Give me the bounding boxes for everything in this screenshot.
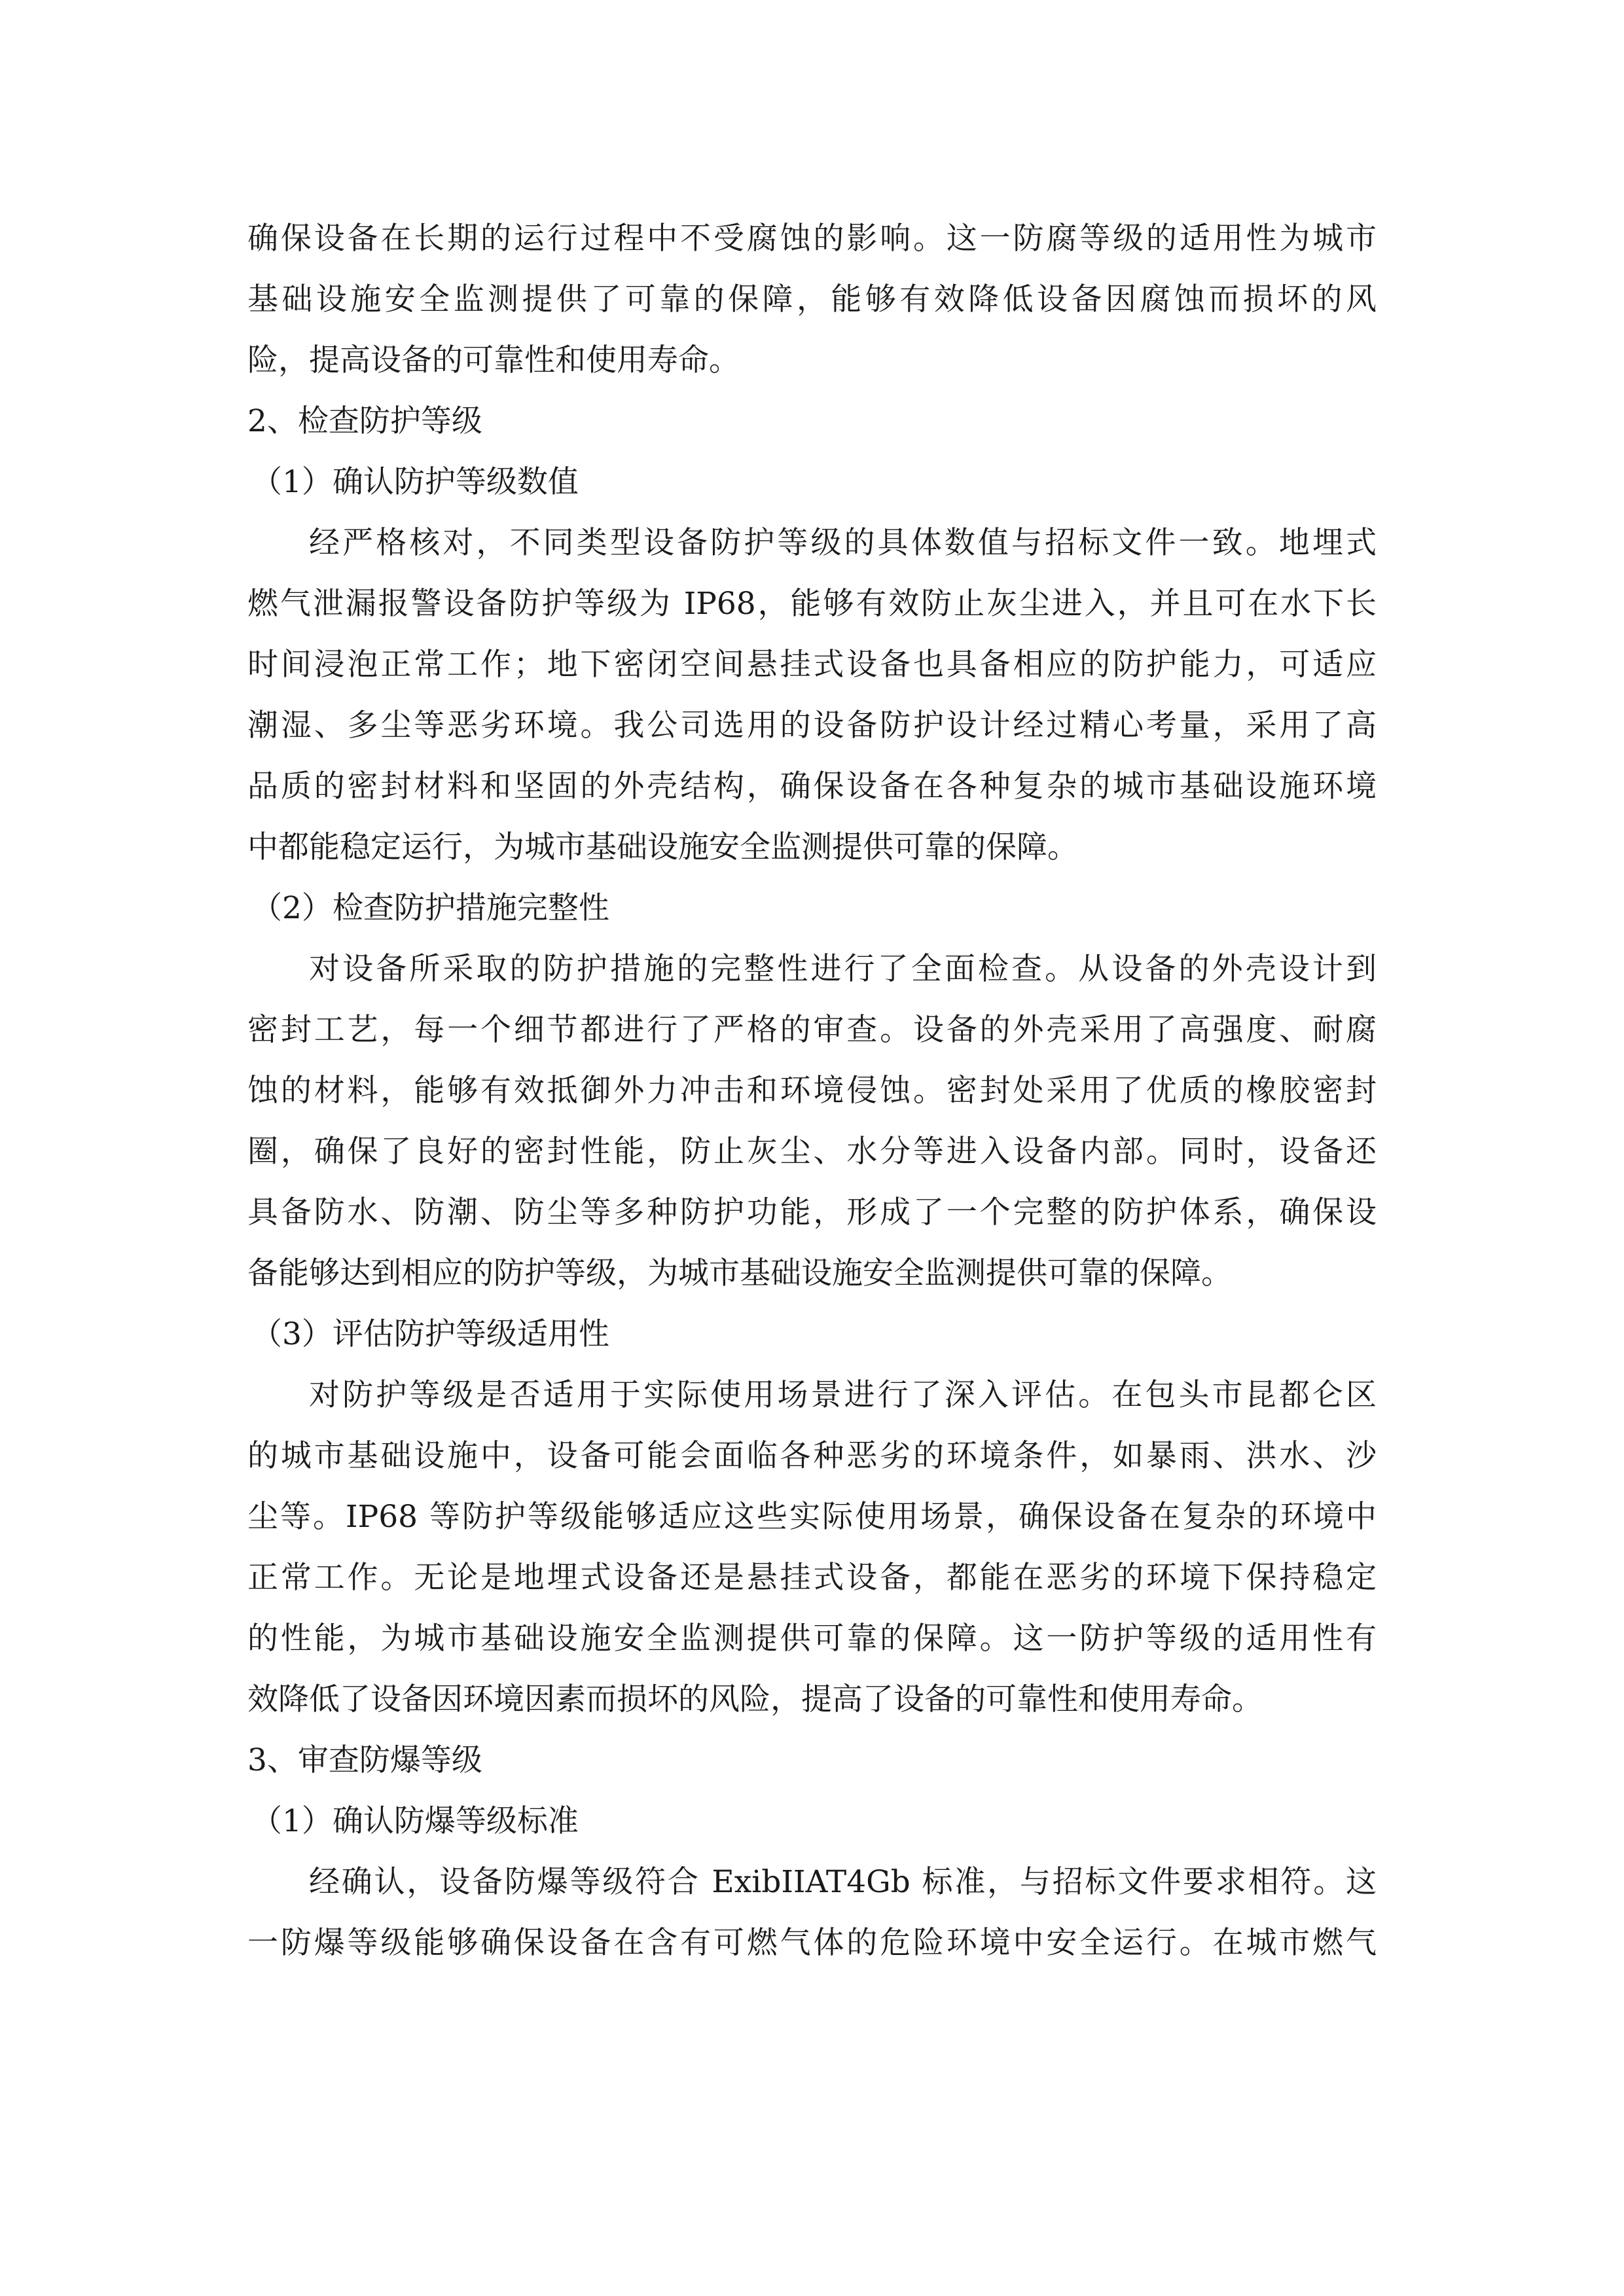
section-2-1-heading: （1）确认防护等级数值 <box>251 464 579 500</box>
section-2-2-heading: （2）检查防护措施完整性 <box>251 890 609 926</box>
section-2-heading: 2、检查防护等级 <box>247 403 482 439</box>
paragraph-line: 基础设施安全监测提供了可靠的保障，能够有效降低设备因腐蚀而损坏的风 <box>247 281 1377 317</box>
paragraph-line: 的城市基础设施中，设备可能会面临各种恶劣的环境条件，如暴雨、洪水、沙 <box>247 1438 1377 1474</box>
paragraph-line: 正常工作。无论是地埋式设备还是悬挂式设备，都能在恶劣的环境下保持稳定 <box>247 1560 1377 1596</box>
paragraph-line: 险，提高设备的可靠性和使用寿命。 <box>247 342 740 378</box>
section-2-1-paragraph <box>247 512 1377 878</box>
paragraph-line: 品质的密封材料和坚固的外壳结构，确保设备在各种复杂的城市基础设施环境 <box>247 768 1377 804</box>
paragraph-line: 密封工艺，每一个细节都进行了严格的审查。设备的外壳采用了高强度、耐腐 <box>247 1012 1377 1048</box>
paragraph-line: 中都能稳定运行，为城市基础设施安全监测提供可靠的保障。 <box>247 829 1078 865</box>
paragraph-line: 时间浸泡正常工作；地下密闭空间悬挂式设备也具备相应的防护能力，可适应 <box>247 647 1377 683</box>
paragraph-line: 圈，确保了良好的密封性能，防止灰尘、水分等进入设备内部。同时，设备还 <box>247 1134 1377 1170</box>
section-3-1-paragraph <box>247 1852 1377 1973</box>
section-3-1-heading: （1）确认防爆等级标准 <box>251 1803 579 1839</box>
paragraph-line: 经确认，设备防爆等级符合 ExibIIAT4Gb 标准，与招标文件要求相符。这 <box>309 1864 1377 1900</box>
paragraph-line: 备能够达到相应的防护等级，为城市基础设施安全监测提供可靠的保障。 <box>247 1255 1232 1291</box>
paragraph-line: 对设备所采取的防护措施的完整性进行了全面检查。从设备的外壳设计到 <box>309 951 1377 987</box>
section-2-2-paragraph <box>247 939 1377 1304</box>
paragraph-line: 潮湿、多尘等恶劣环境。我公司选用的设备防护设计经过精心考量，采用了高 <box>247 708 1377 744</box>
paragraph-line: 尘等。IP68 等防护等级能够适应这些实际使用场景，确保设备在复杂的环境中 <box>247 1499 1377 1535</box>
section-2-3-heading: （3）评估防护等级适用性 <box>251 1316 609 1352</box>
paragraph-line: 对防护等级是否适用于实际使用场景进行了深入评估。在包头市昆都仑区 <box>309 1377 1377 1413</box>
document-body <box>247 208 1377 1973</box>
paragraph-line: 确保设备在长期的运行过程中不受腐蚀的影响。这一防腐等级的适用性为城市 <box>247 221 1377 257</box>
paragraph-line: 的性能，为城市基础设施安全监测提供可靠的保障。这一防护等级的适用性有 <box>247 1621 1377 1657</box>
intro-paragraph <box>247 208 1377 391</box>
paragraph-line: 燃气泄漏报警设备防护等级为 IP68，能够有效防止灰尘进入，并且可在水下长 <box>247 586 1377 622</box>
paragraph-line: 经严格核对，不同类型设备防护等级的具体数值与招标文件一致。地埋式 <box>309 525 1377 561</box>
paragraph-line: 一防爆等级能够确保设备在含有可燃气体的危险环境中安全运行。在城市燃气 <box>247 1925 1377 1961</box>
section-3-heading: 3、审查防爆等级 <box>247 1742 482 1778</box>
paragraph-line: 效降低了设备因环境因素而损坏的风险，提高了设备的可靠性和使用寿命。 <box>247 1681 1263 1717</box>
paragraph-line: 具备防水、防潮、防尘等多种防护功能，形成了一个完整的防护体系，确保设 <box>247 1194 1377 1230</box>
section-2-3-paragraph <box>247 1365 1377 1730</box>
paragraph-line: 蚀的材料，能够有效抵御外力冲击和环境侵蚀。密封处采用了优质的橡胶密封 <box>247 1073 1377 1109</box>
